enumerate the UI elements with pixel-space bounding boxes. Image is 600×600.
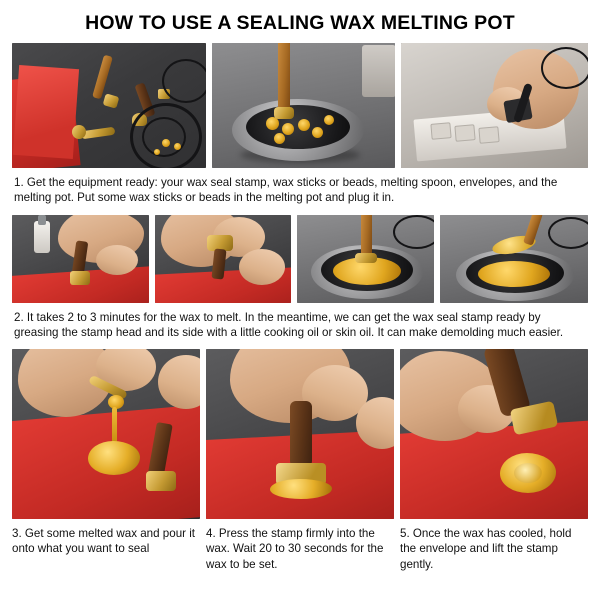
photo-pot-with-beads	[212, 43, 394, 168]
step-2-caption: 2. It takes 2 to 3 minutes for the wax to melt. In the meantime, we can get the wax seal stamp ready by greasing the stamp head and its side with a little cooking oil or skin oil. It can make demolding much easier.	[14, 310, 564, 339]
photo-oil-bottle-and-stamp	[12, 215, 149, 303]
step-345-photo-row	[12, 349, 588, 519]
page-title: HOW TO USE A SEALING WAX MELTING POT	[85, 12, 515, 34]
step-4-caption: 4. Press the stamp firmly into the wax. Wait 20 to 30 seconds for the wax to be set.	[206, 527, 384, 571]
photo-equipment-layout	[12, 43, 206, 168]
step-1-photo-row	[12, 43, 588, 168]
photo-spoon-lifting-wax	[440, 215, 588, 303]
step-2-photo-row	[12, 215, 588, 303]
step-5-caption: 5. Once the wax has cooled, hold the envelope and lift the stamp gently.	[400, 527, 572, 571]
photo-greasing-stamp-head	[155, 215, 292, 303]
step-3-caption: 3. Get some melted wax and pour it onto what you want to seal	[12, 527, 196, 556]
photo-melted-wax-in-pot	[297, 215, 434, 303]
photo-lifting-stamp	[400, 349, 588, 519]
step-345-caption-row	[12, 526, 588, 572]
photo-pressing-stamp	[206, 349, 394, 519]
photo-pouring-wax	[12, 349, 200, 519]
photo-plug-into-outlet	[401, 43, 588, 168]
step-1-caption: 1. Get the equipment ready: your wax seal stamp, wax sticks or beads, melting spoon, envelopes, and the melting pot. Put some wax sticks or beads in the melting pot and plug it in.	[14, 176, 558, 205]
